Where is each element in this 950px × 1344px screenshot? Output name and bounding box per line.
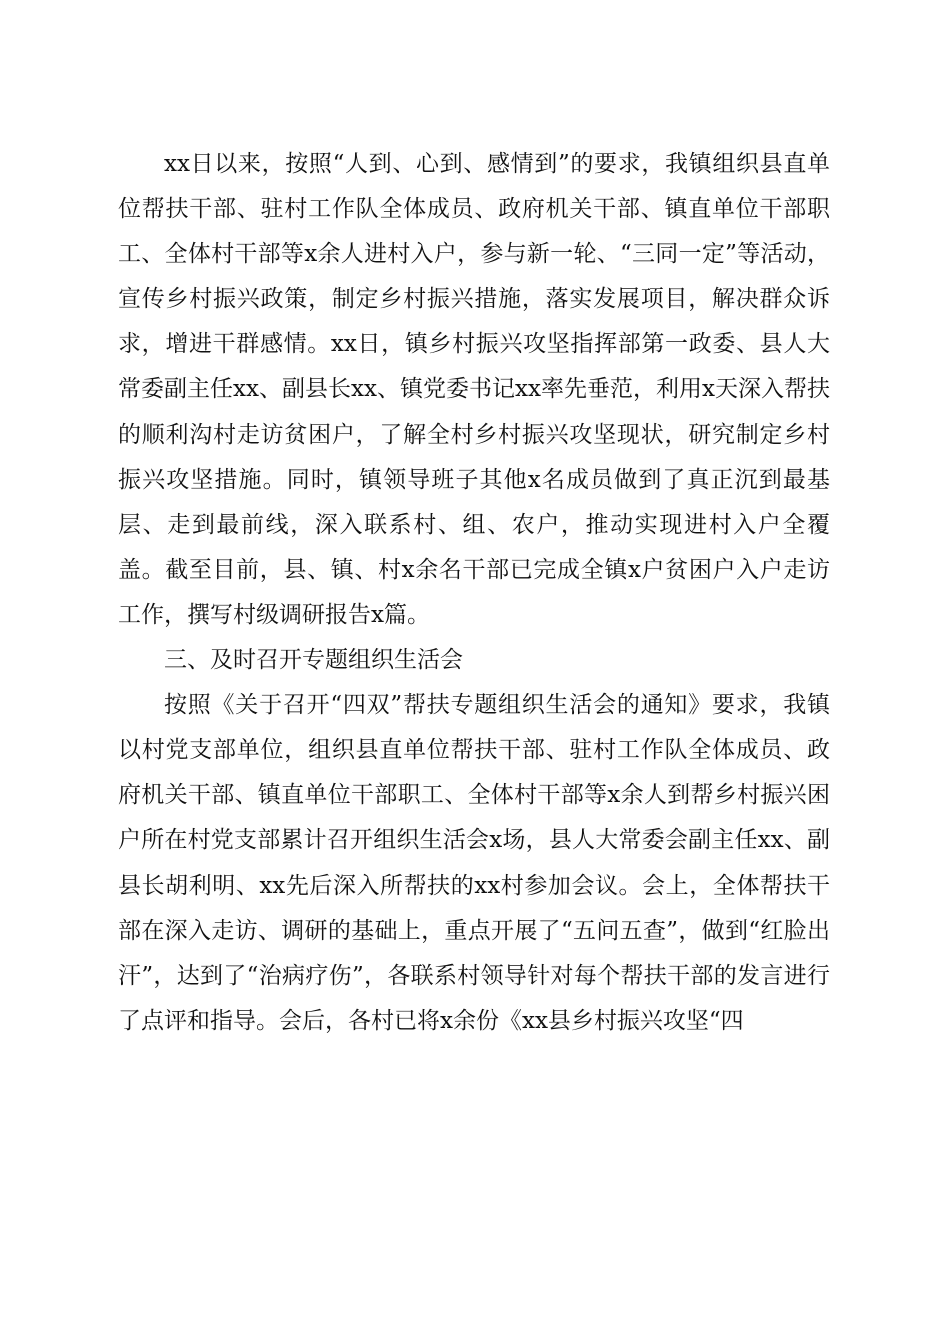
paragraph-visits: xx日以来，按照“人到、心到、感情到”的要求，我镇组织县直单位帮扶干部、驻村工作队全体成员、政府机关干部、镇直单位干部职工、全体村干部等x余人进村入户，参与新一轮、“三同一定”等活动，宣传乡村振兴政策，制定乡村振兴措施，落实发展项目，解决群众诉求，增进干群感情。xx日，镇乡村振兴攻坚指挥部第一政委、县人大常委副主任xx、副县长xx、镇党委书记xx率先垂范，利用x天深入帮扶的顺利沟村走访贫困户，了解全村乡村振兴攻坚现状，研究制定乡村振兴攻坚措施。同时，镇领导班子其他x名成员做到了真正沉到最基层、走到最前线，深入联系村、组、农户，推动实现进村入户全覆盖。截至目前，县、镇、村x余名干部已完成全镇x户贫困户入户走访工作，撰写村级调研报告x篇。 [118,151,830,628]
paragraph-organization-meeting: 按照《关于召开“四双”帮扶专题组织生活会的通知》要求，我镇以村党支部单位，组织县直单位帮扶干部、驻村工作队全体成员、政府机关干部、镇直单位干部职工、全体村干部等x余人到帮乡村振兴困户所在村党支部累计召开组织生活会x场，县人大常委会副主任xx、副县长胡利明、xx先后深入所帮扶的xx村参加会议。会上，全体帮扶干部在深入走访、调研的基础上，重点开展了“五问五查”，做到“红脸出汗”，达到了“治病疗伤”，各联系村领导针对每个帮扶干部的发言进行了点评和指导。会后，各村已将x余份《xx县乡村振兴攻坚“四 [118,692,830,1034]
document-body [118,142,830,1044]
section-heading: 三、及时召开专题组织生活会 [164,647,463,674]
